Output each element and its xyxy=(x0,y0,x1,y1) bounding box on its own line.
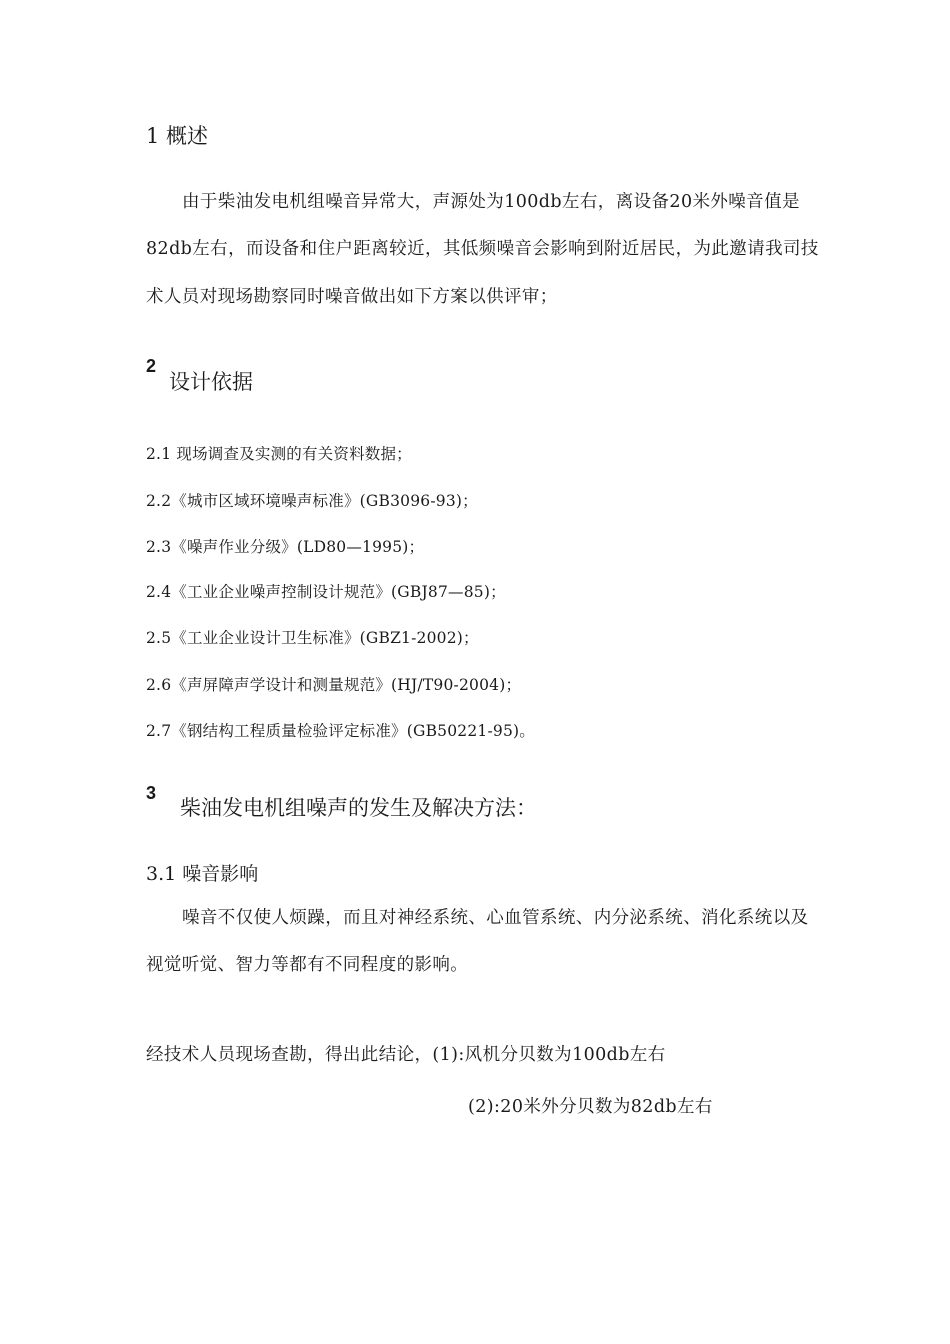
reference-item: 2.7《钢结构工程质量检验评定标准》(GB50221-95)。 xyxy=(146,722,535,740)
conclusion-line-1: 经技术人员现场查勘，得出此结论，(1):风机分贝数为100db左右 xyxy=(146,1045,666,1065)
reference-item: 2.4《工业企业噪声控制设计规范》(GBJ87—85)； xyxy=(146,583,506,601)
reference-item: 2.1 现场调查及实测的有关资料数据； xyxy=(146,445,412,463)
reference-item: 2.6《声屏障声学设计和测量规范》(HJ/T90-2004)； xyxy=(146,676,522,694)
section-1-line-2: 82db左右，而设备和住户距离较近，其低频噪音会影响到附近居民，为此邀请我司技 xyxy=(146,239,819,259)
section-3-title: 柴油发电机组噪声的发生及解决方法： xyxy=(180,796,537,820)
section-3-number: 3 xyxy=(146,783,157,803)
conclusion-line-2: (2):20米外分贝数为82db左右 xyxy=(468,1097,713,1117)
reference-item: 2.2《城市区域环境噪声标准》(GB3096-93)； xyxy=(146,492,478,510)
section-3-line-2: 视觉听觉、智力等都有不同程度的影响。 xyxy=(146,955,469,975)
section-2-number: 2 xyxy=(146,356,157,376)
section-3-1-heading: 3.1 噪音影响 xyxy=(146,863,259,885)
section-1-line-1: 由于柴油发电机组噪音异常大，声源处为100db左右，离设备20米外噪音值是 xyxy=(182,192,800,212)
reference-item: 2.3《噪声作业分级》(LD80—1995)； xyxy=(146,538,425,556)
section-3-line-1: 噪音不仅使人烦躁，而且对神经系统、心血管系统、内分泌系统、消化系统以及 xyxy=(182,908,809,928)
section-1-heading: 1 概述 xyxy=(146,124,209,148)
section-2-title: 设计依据 xyxy=(169,370,253,394)
reference-item: 2.5《工业企业设计卫生标准》(GBZ1-2002)； xyxy=(146,629,479,647)
section-1-line-3: 术人员对现场勘察同时噪音做出如下方案以供评审； xyxy=(146,287,558,307)
